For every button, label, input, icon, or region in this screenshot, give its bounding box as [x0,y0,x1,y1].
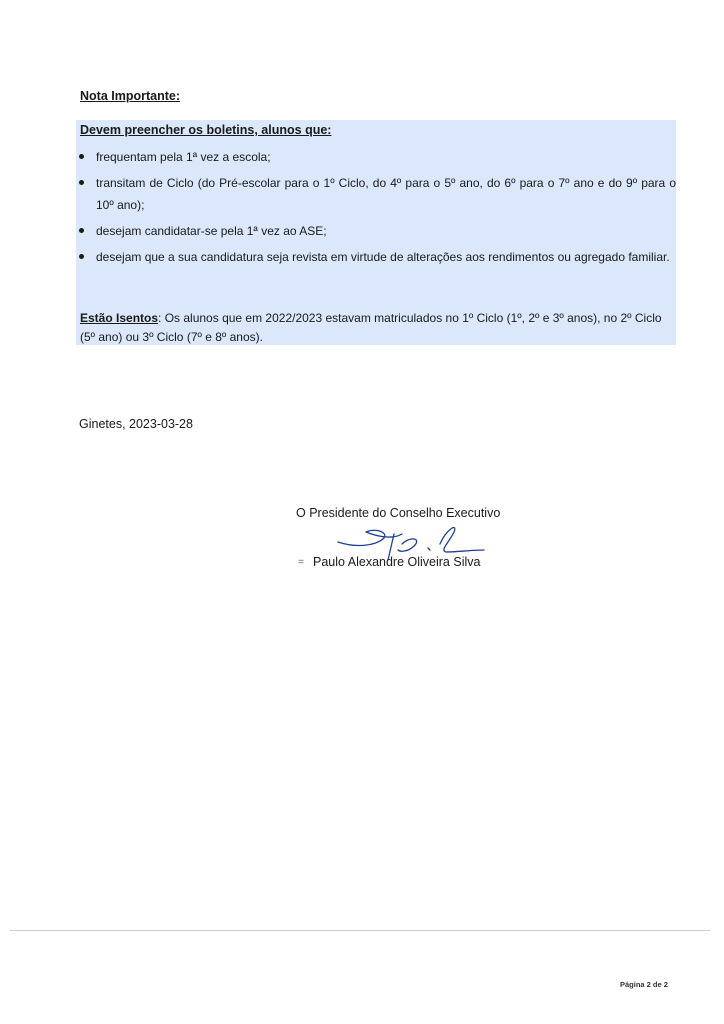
list-item [76,172,676,216]
footer-divider [10,930,710,931]
exemptions-label: Estão Isentos [80,311,159,325]
notice-box-heading: Devem preencher os boletins, alunos que: [80,123,332,137]
bullet-icon [79,228,84,233]
nota-importante-heading: Nota Importante: [80,89,180,103]
bullet-icon [79,180,84,185]
list-item-text: transitam de Ciclo (do Pré-escolar para o 1º Ciclo, do 4º para o 5º ano, do 6º para o 7º ano e do 9º para o 10º ano); [96,176,676,212]
signature-mark: = [298,557,304,568]
list-item [76,146,676,168]
place-and-date: Ginetes, 2023-03-28 [79,417,193,431]
list-item-text: frequentam pela 1ª vez a escola; [96,150,271,164]
signatory-title: O Presidente do Conselho Executivo [296,506,501,520]
exemptions-paragraph [80,309,674,347]
list-item [76,220,676,242]
signatory-name: Paulo Alexandre Oliveira Silva [313,555,481,569]
page-number: Página 2 de 2 [620,980,668,989]
requirements-list [76,146,676,272]
exemptions-text: : Os alunos que em 2022/2023 estavam matriculados no 1º Ciclo (1º, 2º e 3º anos), no 2º Ciclo (5º ano) ou 3º Ciclo (7º e 8º anos). [80,311,662,344]
list-item-text: desejam candidatar-se pela 1ª vez ao ASE; [96,224,327,238]
list-item [76,246,676,268]
list-item-text: desejam que a sua candidatura seja revista em virtude de alterações aos rendimentos ou agregado familiar. [96,250,670,264]
highlighted-notice-box [76,120,676,345]
bullet-icon [79,154,84,159]
bullet-icon [79,254,84,259]
